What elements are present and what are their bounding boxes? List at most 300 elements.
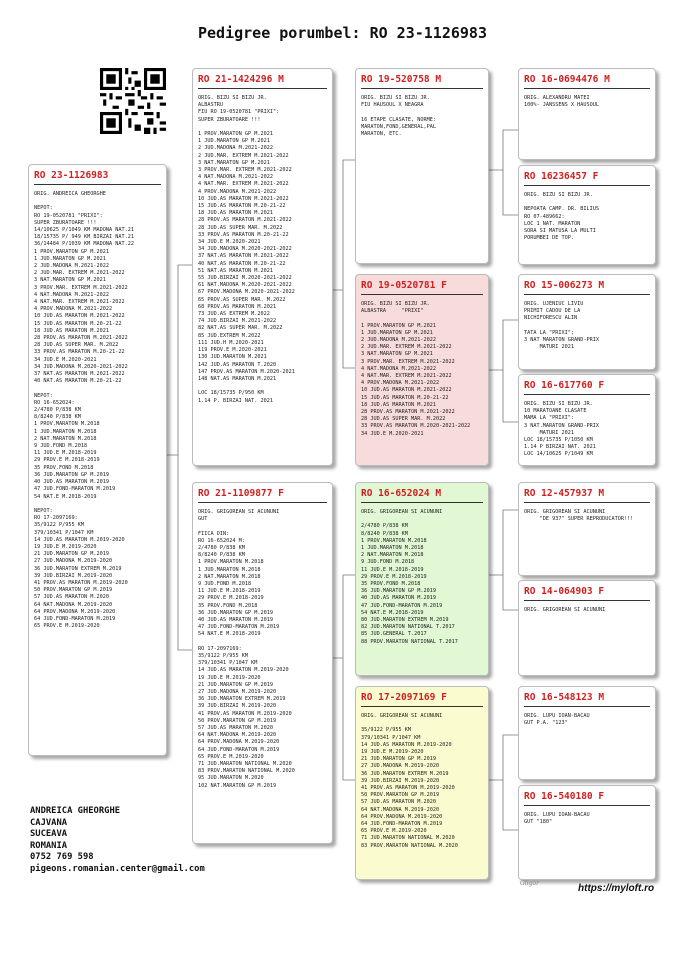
- note-line: MATURI 2021: [524, 344, 574, 351]
- card-heading: RO 14-064903 F: [524, 586, 605, 597]
- note-line: PRIMIT CADOU DE LA: [524, 308, 581, 315]
- note-line: 11 JUD.E M.2018-2019: [34, 450, 97, 457]
- card-heading: RO 16-0694476 M: [524, 74, 610, 85]
- note-line: [361, 516, 483, 523]
- note-line: 54 NAT.E M.2018-2019: [198, 631, 261, 638]
- note-line: 64 JUD.FOND-MARATON M.2019: [198, 746, 280, 753]
- note-line: GUT "180": [524, 819, 553, 826]
- note-line: 1.14 P BIRZAI NAT. 2021: [524, 444, 596, 451]
- note-line: 36 JUD.MARATON EXTREM M.2019: [361, 770, 449, 777]
- note-line: MARATON,FOND,GENERAL,PAL: [361, 123, 436, 130]
- note-line: 50 PROV.MARATON GP M.2019: [198, 717, 277, 724]
- note-line: 2 JUD.MADONA M.2021-2022: [34, 263, 109, 270]
- divider: [524, 805, 650, 806]
- note-line: FIU HAUSOUL X NEAGRA: [361, 102, 424, 109]
- note-line: 57 JUD.AS MARATON M.2020: [34, 594, 109, 601]
- note-line: ALBASTRU: [198, 102, 223, 109]
- note-line: 2 JUD.MAR. EXTREM M.2021-2022: [198, 152, 289, 159]
- note-line: 83 PROV.MARATON NATIONAL M.2020: [361, 842, 458, 849]
- note-line: 18 JUD.AS MARATON M.2021: [198, 210, 273, 217]
- card-notes: [361, 713, 483, 850]
- note-line: 27 JUD.MADONA M.2019-2020: [198, 689, 277, 696]
- note-line: [34, 385, 161, 392]
- card-heading: RO 23-1126983: [34, 170, 109, 181]
- card-notes: [524, 301, 650, 351]
- owner-phone: 0752 769 598: [30, 852, 94, 863]
- note-line: ORIG. BIZU SI BIZU JR.: [524, 401, 593, 407]
- note-line: RO 19-0520781 "PRIXI":: [34, 212, 103, 219]
- note-line: 47 JUD.FOND-MARATON M.2019: [34, 486, 116, 493]
- note-line: ORIG. LUPU IOAN-BACAU: [524, 713, 590, 719]
- note-line: 47 JUD.FOND-MARATON M.2019: [198, 624, 280, 631]
- note-line: 35/9122 P/955 KM: [34, 522, 84, 529]
- note-line: 9 JUD.FOND M.2018: [198, 581, 252, 588]
- card-heading: RO 16-548123 M: [524, 692, 605, 703]
- note-line: SUPER ZBURATOARE !!!: [198, 116, 261, 123]
- note-line: 14/10625 P/1049 KM MADONA NAT.21: [34, 227, 134, 233]
- note-line: 1 PROV.MARATON M.2018: [34, 421, 100, 428]
- divider: [198, 88, 327, 89]
- note-line: LOC 1 NAT. MARATON: [524, 220, 581, 227]
- note-line: 1 JUD.MARATON M.2018: [361, 545, 424, 551]
- note-line: ORIG. UJENIUC LIVIU: [524, 301, 584, 307]
- note-line: 85 JUD.EXTREM M.2022: [198, 332, 261, 339]
- card-notes: [524, 401, 650, 459]
- note-line: ORIG. GRIGOREAN SI ACUNUNI: [361, 509, 443, 515]
- note-line: ORIG. ANDREICA GHEORGHE: [34, 191, 106, 197]
- note-line: 3 NAT.MARATON GP M.2021: [198, 159, 270, 166]
- note-line: 36 JUD.MARATON EXTREM M.2019: [198, 696, 286, 703]
- sire-sire-card: [355, 68, 489, 264]
- note-line: 21 JUD.MARATON GP M.2019: [34, 551, 109, 558]
- note-line: 34 JUD.MADONA M.2020-2021-2022: [34, 363, 128, 370]
- note-line: "DE 937" SUPER REPRODUCATOR!!!: [524, 516, 634, 523]
- note-line: 40 JUD.AS MARATON M.2019: [34, 479, 109, 486]
- note-line: 102 NAT.MARATON GP M.2019: [198, 782, 277, 789]
- note-line: 3 NAT.MARATON GRAND-PRIX: [524, 422, 599, 429]
- owner-name: ANDREICA GHEORGHE: [30, 806, 121, 816]
- note-line: ORIG. GRIGOREAN SI ACUNUNI: [361, 713, 443, 719]
- owner-email: pigeons.romanian.center@gmail.com: [30, 863, 205, 874]
- note-line: 28 PROV.AS MARATON M.2021-2022: [361, 409, 455, 416]
- note-line: 41 PROV.AS MARATON M.2019-2020: [34, 579, 128, 586]
- sss-card: [518, 68, 656, 160]
- note-line: SORA SI MATUSA LA MULTI: [524, 228, 596, 234]
- note-line: 3 NAT.MARATON GP M.2021: [34, 277, 106, 284]
- note-line: 379/10341 P/1047 KM: [34, 529, 94, 536]
- note-line: 29 PROV.E M.2018-2019: [198, 595, 264, 602]
- note-line: 39 JUD.BIRZAI M.2019-2020: [198, 703, 277, 710]
- note-line: 8/8240 P/838 KM: [361, 530, 408, 537]
- note-line: 4 PROV.MADONA M.2021-2022: [198, 188, 277, 195]
- ssd-card: [518, 165, 656, 265]
- note-line: 39 JUD.BIRZAI M.2019-2020: [361, 777, 440, 784]
- note-line: RO 17-2097169:: [34, 515, 78, 522]
- note-line: 57 JUD.AS MARATON M.2020: [361, 799, 436, 806]
- note-line: 10 MARATOANE CLASATE: [524, 408, 587, 415]
- note-line: [198, 639, 327, 646]
- note-line: 28 PROV.AS MARATON M.2021-2022: [198, 217, 292, 224]
- note-line: [198, 383, 327, 390]
- note-line: 119 PROV.E M.2020-2021: [198, 347, 267, 354]
- note-line: [34, 198, 161, 205]
- note-line: 82 NAT.AS SUPER MAR. M.2022: [198, 325, 283, 332]
- note-line: [361, 720, 483, 727]
- note-line: RO 17-2097169:: [198, 645, 242, 652]
- divider: [361, 706, 483, 707]
- card-heading: RO 16236457 F: [524, 171, 599, 182]
- note-line: 34 JUD.MADONA M.2020-2021-2022: [198, 246, 292, 253]
- note-line: 80 JUD.MARATON EXTREM M.2019: [361, 617, 449, 624]
- card-notes: [361, 301, 483, 438]
- card-heading: RO 16-652024 M: [361, 488, 442, 499]
- note-line: 3 PROV.MAR. EXTREM M.2021-2022: [198, 167, 292, 174]
- note-line: 18 JUD.AS MARATON M.2021: [34, 327, 109, 334]
- note-line: 95 JUD.MARATON M.2020: [198, 775, 264, 782]
- note-line: 64 NAT.MADONA M.2019-2020: [198, 732, 277, 739]
- note-line: 35 PROV.FOND M.2018: [34, 464, 94, 471]
- note-line: ORIG. BIZU SI BIZU JR.: [361, 95, 430, 101]
- note-line: 19 JUD.E M.2019-2020: [34, 543, 97, 550]
- note-line: [524, 199, 650, 206]
- note-line: 21 JUD.MARATON GP M.2019: [198, 681, 273, 688]
- note-line: 28 JUD.AS SUPER MAR. M.2022: [361, 416, 446, 423]
- note-line: 41 PROV.AS MARATON M.2019-2020: [361, 785, 455, 792]
- note-line: 35 PROV.FOND M.2018: [198, 602, 258, 609]
- sire-card: [192, 68, 333, 466]
- owner-county: SUCEAVA: [30, 829, 68, 840]
- note-line: 57 JUD.AS MARATON M.2020: [198, 725, 273, 732]
- subject-pigeon-card: [28, 164, 167, 756]
- note-line: 54 NAT.E M.2018-2019: [361, 609, 424, 616]
- divider: [524, 502, 650, 503]
- note-line: 379/10341 P/1047 KM: [361, 734, 421, 741]
- note-line: 15 JUD.AS MARATON M.20-21-22: [34, 320, 122, 327]
- note-line: 2/4780 P/838 KM: [34, 407, 81, 414]
- card-notes: [524, 509, 650, 523]
- note-line: [198, 124, 327, 131]
- note-line: 64 JUD.FOND-MARATON M.2019: [361, 821, 443, 828]
- note-line: 71 JUD.MARATON NATIONAL M.2020: [198, 761, 292, 768]
- card-heading: RO 21-1109877 F: [198, 488, 284, 499]
- note-line: ORIG. BIZU SI BIZU JR.: [198, 95, 267, 101]
- note-line: 10 JUD.AS MARATON M.2021-2022: [198, 195, 289, 202]
- note-line: PORUMBEI DE TOP.: [524, 235, 574, 242]
- card-notes: [524, 95, 650, 109]
- note-line: 40 JUD.AS MARATON M.2019: [361, 595, 436, 602]
- note-line: 14 JUD.AS MARATON M.2019-2020: [361, 741, 452, 748]
- note-line: 100%- JANSSENS X HAUSOUL: [524, 102, 599, 109]
- card-notes: [198, 509, 327, 790]
- note-line: 2 JUD.MADONA M.2021-2022: [361, 337, 436, 343]
- owner-contact-block: [30, 806, 205, 876]
- note-line: FIICA DIN:: [198, 530, 230, 537]
- note-line: 64 PROV.MADONA M.2019-2020: [198, 739, 280, 746]
- card-heading: RO 19-520758 M: [361, 74, 442, 85]
- note-line: 4 PROV.MADONA M.2021-2022: [34, 306, 113, 313]
- note-line: LOC 14/10625 P/1049 KM: [524, 451, 593, 458]
- note-line: 28 PROV.AS MARATON M.2021-2022: [34, 335, 128, 342]
- note-line: 4 NAT.MADONA M.2021-2022: [198, 174, 273, 181]
- note-line: 11 JUD.E M.2018-2019: [198, 588, 261, 595]
- note-line: 18 JUD.AS MARATON M.2021: [361, 401, 436, 408]
- note-line: 16 ETAPE CLASATE, NORME:: [361, 116, 436, 123]
- note-line: 74 JUD.BIRZAI M.2021-2022: [198, 318, 277, 325]
- note-line: 29 PROV.E M.2018-2019: [34, 457, 100, 464]
- note-line: 28 JUD.AS SUPER MAR. M.2022: [34, 342, 119, 349]
- note-line: 14 JUD.AS MARATON M.2019-2020: [34, 536, 125, 543]
- note-line: 15 JUD.AS MARATON M.20-21-22: [198, 203, 286, 210]
- note-line: 34 JUD.E M.2020-2021: [34, 356, 97, 363]
- note-line: 65 PROV.E M.2019-2020: [198, 753, 264, 760]
- note-line: 40 NAT.AS MARATON M.20-21-22: [34, 378, 122, 385]
- note-line: 1.14 P. BIRZAI NAT. 2021: [198, 397, 273, 404]
- note-line: [524, 323, 650, 330]
- note-line: 40 NAT.AS MARATON M.20-21-22: [198, 260, 286, 267]
- note-line: 8/8240 P/838 KM: [198, 552, 245, 559]
- note-line: 82 JUD.MARATON NATIONAL T.2017: [361, 624, 455, 631]
- note-line: 68 PROV.AS MARATON M.2021: [198, 303, 277, 310]
- card-notes: [34, 191, 161, 630]
- card-heading: RO 16-540180 F: [524, 791, 605, 802]
- note-line: 1 PROV.MARATON GP M.2021: [34, 248, 109, 255]
- note-line: 1 JUD.MARATON M.2018: [34, 428, 97, 435]
- divider: [524, 394, 650, 395]
- note-line: 2 JUD.MAR. EXTREM M.2021-2022: [361, 344, 452, 351]
- note-line: 64 PROV.MADONA M.2019-2020: [361, 813, 443, 820]
- note-line: 36/14484 P/1039 KM MADONA NAT.22: [34, 241, 134, 248]
- note-line: RO 07-489662:: [524, 213, 565, 220]
- note-line: 3 PROV.MAR. EXTREM M.2021-2022: [361, 358, 455, 365]
- sdd-card: [518, 374, 656, 466]
- note-line: 4 NAT.MAR. EXTREM M.2021-2022: [34, 299, 125, 306]
- divider: [361, 502, 483, 503]
- note-line: 55 JUD.BIRZAI M.2020-2021-2022: [198, 275, 292, 282]
- note-line: 64 PROV.MADONA M.2019-2020: [34, 608, 116, 615]
- note-line: NEPOT:: [34, 507, 53, 514]
- note-line: 41 PROV.AS MARATON M.2019-2020: [198, 710, 292, 717]
- note-line: 9 JUD.FOND M.2018: [361, 559, 415, 566]
- note-line: 4 NAT.MAR. EXTREM M.2021-2022: [361, 373, 452, 380]
- divider: [198, 502, 327, 503]
- note-line: ORIG. BIZU SI BIZU JR.: [524, 192, 593, 198]
- note-line: 2/4780 P/838 KM: [198, 545, 245, 551]
- note-line: 21 JUD.MARATON GP M.2019: [361, 756, 436, 763]
- dsd-card: [518, 580, 656, 676]
- note-line: 67 PROV.MADONA M.2020-2021-2022: [198, 289, 295, 296]
- note-line: ORIG. LUPU IOAN-BACAU: [524, 812, 590, 818]
- note-line: 1 JUD.MARATON GP M.2021: [198, 138, 270, 145]
- note-line: 1 PROV.MARATON GP M.2021: [198, 131, 273, 137]
- card-notes: [524, 713, 650, 727]
- dam-dam-card: [355, 686, 489, 880]
- card-heading: RO 21-1424296 M: [198, 74, 284, 85]
- sds-card: [518, 274, 656, 370]
- note-line: [198, 523, 327, 530]
- website-link[interactable]: https://myloft.ro: [578, 883, 655, 894]
- note-line: 36 JUD.MARATON EXTREM M.2019: [34, 565, 122, 572]
- note-line: FIU RO 19-0520781 "PRIXI":: [198, 109, 280, 116]
- note-line: 61 NAT.MADONA M.2020-2021-2022: [198, 282, 292, 289]
- note-line: NEPOT:: [34, 392, 53, 399]
- note-line: 4 NAT.MADONA M.2021-2022: [34, 291, 109, 298]
- note-line: 19 JUD.E M.2019-2020: [198, 674, 261, 681]
- divider: [524, 88, 650, 89]
- note-line: 2 NAT.MARATON M.2018: [34, 435, 97, 442]
- card-heading: RO 17-2097169 F: [361, 692, 447, 703]
- note-line: 65 PROV.E M.2019-2020: [34, 623, 100, 630]
- note-line: 2 NAT.MARATON M.2018: [361, 552, 424, 559]
- note-line: 65 PROV.E M.2019-2020: [361, 828, 427, 835]
- card-notes: [361, 509, 483, 646]
- sire-dam-card: [355, 274, 489, 466]
- note-line: 34 JUD.E M.2020-2021: [361, 430, 424, 437]
- note-line: 35/9122 P/955 KM: [198, 653, 248, 660]
- note-line: LOC 18/15735 P/1050 KM: [524, 437, 593, 444]
- divider: [524, 185, 650, 186]
- note-line: 1 PROV.MARATON M.2018: [198, 559, 264, 566]
- note-line: 28 JUD.AS SUPER MAR. M.2022: [198, 224, 283, 231]
- note-line: 85 JUD.GENERAL T.2017: [361, 631, 427, 638]
- note-line: 2/4780 P/838 KM: [361, 523, 408, 530]
- note-line: 54 NAT.E M.2018-2019: [34, 493, 97, 500]
- note-line: 1 JUD.MARATON GP M.2021: [34, 255, 106, 262]
- note-line: ORIG. GRIGOREAN SI ACUNUNI: [198, 509, 280, 515]
- note-line: 19 JUD.E M.2019-2020: [361, 749, 424, 755]
- note-line: 50 PROV.MARATON GP M.2019: [361, 792, 440, 799]
- note-line: [361, 315, 483, 322]
- note-line: MARATON, ETC.: [361, 131, 402, 137]
- note-line: 147 PROV.AS MARATON M.2020-2021: [198, 368, 295, 375]
- note-line: 36 JUD.MARATON GP M.2019: [34, 471, 109, 478]
- card-heading: RO 19-0520781 F: [361, 280, 447, 291]
- divider: [524, 294, 650, 295]
- dam-card: [192, 482, 333, 844]
- ddd-card: [518, 785, 656, 880]
- note-line: 130 JUD.MARATON M.2021: [198, 354, 267, 361]
- note-line: 73 JUD.AS EXTREM M.2022: [198, 311, 270, 318]
- note-line: 39 JUD.BIRZAI M.2019-2020: [34, 572, 113, 579]
- note-line: 88 PROV.MARATON NATIONAL T.2017: [361, 638, 458, 645]
- note-line: 27 JUD.MADONA M.2019-2020: [34, 558, 113, 565]
- note-line: 65 PROV.AS SUPER MAR. M.2022: [198, 296, 286, 303]
- note-line: 10 JUD.AS MARATON M.2021-2022: [361, 387, 452, 394]
- note-line: [361, 109, 483, 116]
- signature: Gligor: [520, 880, 539, 887]
- note-line: 47 JUD.FOND-MARATON M.2019: [361, 602, 443, 609]
- note-line: 36 JUD.MARATON GP M.2019: [198, 609, 273, 616]
- divider: [524, 600, 650, 601]
- card-notes: [198, 95, 327, 405]
- note-line: 9 JUD.FOND M.2018: [34, 443, 88, 450]
- note-line: 4 PROV.MADONA M.2021-2022: [361, 380, 440, 387]
- note-line: 1 JUD.MARATON M.2018: [198, 566, 261, 573]
- dss-card: [518, 482, 656, 576]
- note-line: LOC 18/15735 P/950 KM: [198, 390, 264, 397]
- note-line: 36 JUD.MARATON GP M.2019: [361, 588, 436, 595]
- note-line: 64 NAT.MADONA M.2019-2020: [34, 601, 113, 608]
- note-line: ALBASTRA "PRIXI": [361, 308, 424, 315]
- note-line: 64 NAT.MADONA M.2019-2020: [361, 806, 440, 813]
- note-line: 2 JUD.MAR. EXTREM M.2021-2022: [34, 270, 125, 277]
- note-line: 11 JUD.E M.2018-2019: [361, 566, 424, 573]
- note-line: [34, 501, 161, 508]
- divider: [34, 184, 161, 185]
- note-line: 3 NAT.MARATON GP M.2021: [361, 351, 433, 358]
- note-line: 64 JUD.FOND-MARATON M.2019: [34, 615, 116, 622]
- note-line: ORIG. BIZU SI BIZU JR.: [361, 301, 430, 307]
- note-line: TATA LA "PRIXI";: [524, 329, 574, 336]
- note-line: 1 PROV.MARATON M.2018: [361, 537, 427, 544]
- note-line: 142 JUD.AS MARATON T.2020: [198, 361, 277, 368]
- note-line: 15 JUD.AS MARATON M.20-21-22: [361, 394, 449, 401]
- note-line: 35 PROV.FOND M.2018: [361, 581, 421, 588]
- note-line: RO 16-652024:: [34, 399, 75, 406]
- dds-card: [518, 686, 656, 780]
- dam-sire-card: [355, 482, 489, 676]
- card-heading: RO 12-457937 M: [524, 488, 605, 499]
- note-line: 50 PROV.MARATON GP M.2019: [34, 587, 113, 594]
- note-line: NEPOATA CAMP. DR. BILIUS: [524, 206, 599, 213]
- note-line: 111 JUD.H M.2020-2021: [198, 339, 264, 346]
- note-line: 34 JUD.E M.2020-2021: [198, 239, 261, 246]
- owner-country: ROMANIA: [30, 840, 68, 851]
- note-line: 51 NAT.AS MARATON M.2021: [198, 267, 273, 274]
- note-line: 1 PROV.MARATON GP M.2021: [361, 322, 436, 329]
- note-line: 4 NAT.MADONA M.2021-2022: [361, 365, 436, 372]
- note-line: 18/15735 P/ 949 KM BIRZAI NAT.21: [34, 234, 134, 241]
- note-line: 33 PROV.AS MARATON M.2020-2021-2022: [361, 423, 471, 430]
- note-line: NICHIFORESCU ALIN: [524, 315, 578, 322]
- card-heading: RO 16-617760 F: [524, 380, 605, 391]
- note-line: 2 NAT.MARATON M.2018: [198, 573, 261, 580]
- note-line: 37 NAT.AS MARATON M.2021-2022: [198, 253, 289, 260]
- note-line: RO 16-652024 M:: [198, 537, 245, 544]
- note-line: ORIG. GRIGOREAN SI ACUNUNI: [524, 607, 606, 613]
- note-line: 3 NAT MARATON GRAND-PRIX: [524, 337, 599, 343]
- note-line: 71 JUD.MARATON NATIONAL M.2020: [361, 835, 455, 842]
- card-notes: [524, 192, 650, 242]
- note-line: SUPER ZBURATOARE !!!: [34, 219, 97, 226]
- note-line: MATURI 2021: [524, 429, 574, 436]
- note-line: 33 PROV.AS MARATON M.20-21-22: [34, 349, 125, 356]
- note-line: NEPOT:: [34, 205, 53, 212]
- card-notes: [361, 95, 483, 138]
- note-line: 2 JUD.MADONA M.2021-2022: [198, 145, 273, 152]
- card-heading: RO 15-006273 M: [524, 280, 605, 291]
- divider: [361, 294, 483, 295]
- note-line: 4 NAT.MAR. EXTREM M.2021-2022: [198, 181, 289, 188]
- note-line: 148 NAT.AS MARATON M.2021: [198, 375, 277, 382]
- note-line: 14 JUD.AS MARATON M.2019-2020: [198, 667, 289, 674]
- divider: [524, 706, 650, 707]
- note-line: ORIG. GRIGOREAN SI ACUNUNI: [524, 509, 606, 515]
- note-line: 33 PROV.AS MARATON M.20-21-22: [198, 231, 289, 238]
- note-line: GUT: [198, 516, 208, 523]
- note-line: 1 JUD.MARATON GP M.2021: [361, 329, 433, 336]
- note-line: 8/8240 P/838 KM: [34, 414, 81, 421]
- note-line: 83 PROV.MARATON NATIONAL M.2020: [198, 768, 295, 775]
- card-notes: [524, 812, 650, 826]
- note-line: 29 PROV.E M.2018-2019: [361, 573, 427, 580]
- page-title: Pedigree porumbel: RO 23-1126983: [198, 24, 487, 42]
- note-line: 3 PROV.MAR. EXTREM M.2021-2022: [34, 284, 128, 291]
- note-line: ORIG. ALEXANDRU MATEI: [524, 95, 590, 101]
- note-line: 40 JUD.AS MARATON M.2019: [198, 617, 273, 624]
- note-line: 27 JUD.MADONA M.2019-2020: [361, 763, 440, 770]
- owner-city: CAJVANA: [30, 817, 68, 828]
- note-line: 379/10341 P/1047 KM: [198, 660, 258, 667]
